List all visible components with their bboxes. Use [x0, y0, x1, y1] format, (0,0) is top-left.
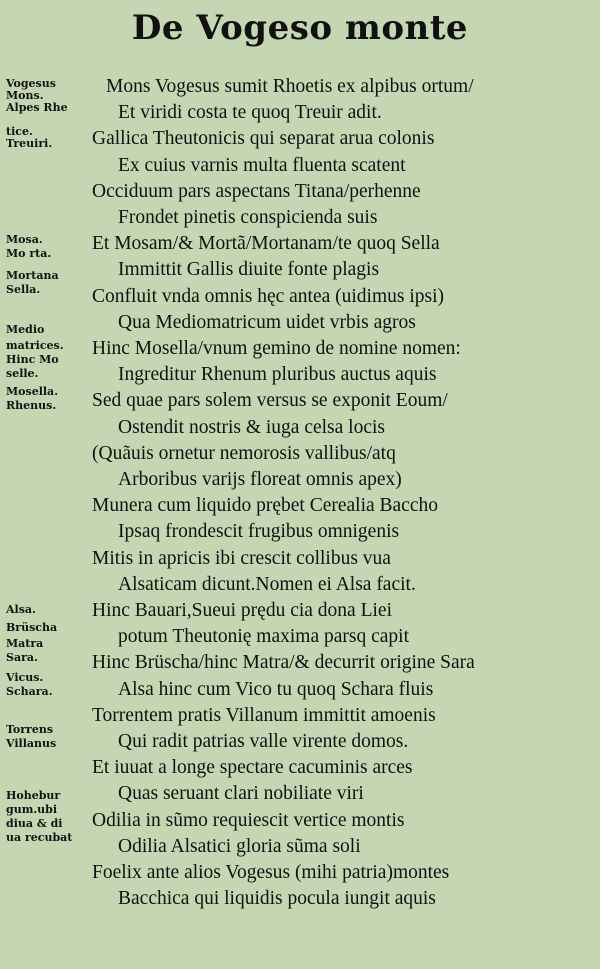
poem-line: Alsaticam dicunt.Nomen ei Alsa facit.: [118, 573, 416, 595]
poem-line: Hinc Brüscha/hinc Matra/& decurrit origine Sara: [92, 652, 475, 674]
margin-note: Mo rta.: [6, 247, 52, 260]
poem-line: Et iuuat a longe spectare cacuminis arces: [92, 757, 413, 779]
poem-line: (Quãuis ornetur nemorosis vallibus/atq: [92, 442, 396, 464]
margin-note: Hohebur: [6, 789, 61, 802]
poem-line: Sed quae pars solem versus se exponit Eoum/: [92, 390, 448, 412]
poem-line: Foelix ante alios Vogesus (mihi patria)montes: [92, 862, 450, 884]
margin-note: Alpes Rhe: [6, 101, 68, 114]
margin-note: Mortana: [6, 269, 59, 282]
poem-line: Bacchica qui liquidis pocula iungit aquis: [118, 888, 436, 910]
margin-note: Treuiri.: [6, 137, 53, 150]
margin-note: Mosa.: [6, 233, 43, 246]
poem-line: Hinc Bauari,Sueui prędu cia dona Liei: [92, 600, 392, 622]
poem-line: Qui radit patrias valle virente domos.: [118, 731, 409, 753]
poem-line: Et viridi costa te quoq Treuir adit.: [118, 102, 382, 124]
poem-line: Ipsaq frondescit frugibus omnigenis: [118, 521, 400, 543]
margin-note: Mons.: [6, 89, 44, 102]
margin-note: gum.ubi: [6, 803, 58, 816]
poem-line: Ostendit nostris & iuga celsa locis: [118, 416, 386, 438]
margin-note: Sara.: [6, 651, 38, 664]
poem-line: Confluit vnda omnis hęc antea (uidimus ipsi): [92, 285, 445, 307]
poem-line: Odilia Alsatici gloria sũma soli: [118, 835, 361, 857]
poem-line: Ingreditur Rhenum pluribus auctus aquis: [118, 364, 437, 386]
poem-line: Frondet pinetis conspicienda suis: [118, 207, 378, 229]
poem-line: Qua Mediomatricum uidet vrbis agros: [118, 311, 416, 333]
margin-note: Matra: [6, 637, 44, 650]
margin-note: matrices.: [6, 339, 64, 352]
margin-note: Vicus.: [6, 671, 44, 684]
poem-line: Occiduum pars aspectans Titana/perhenne: [92, 180, 421, 202]
poem-line: potum Theutonię maxima parsq capit: [118, 626, 409, 648]
margin-note: Alsa.: [6, 603, 36, 616]
page-title: De Vogeso monte: [131, 8, 469, 48]
poem-line: Mons Vogesus sumit Rhoetis ex alpibus ortum/: [106, 76, 474, 97]
margin-note: ua recubat: [6, 831, 73, 844]
margin-note: tice.: [6, 125, 33, 138]
poem-line: Gallica Theutonicis qui separat arua colonis: [92, 128, 435, 150]
poem-line: Ex cuius varnis multa fluenta scatent: [118, 154, 406, 176]
margin-note: Villanus: [6, 737, 57, 750]
margin-note: Rhenus.: [6, 399, 57, 412]
poem-line: Immittit Gallis diuite fonte plagis: [118, 259, 380, 281]
margin-note: Sella.: [6, 283, 41, 296]
margin-note: Schara.: [6, 685, 53, 698]
poem-line: Et Mosam/& Mortã/Mortanam/te quoq Sella: [92, 233, 440, 255]
margin-note: Vogesus: [6, 77, 56, 90]
poem-line: Quas seruant clari nobiliate viri: [118, 783, 364, 805]
margin-note: Torrens: [6, 723, 54, 736]
margin-note: diua & di: [6, 817, 63, 830]
margin-note: Mosella.: [6, 385, 59, 398]
poem-line: Odilia in sũmo requiescit vertice montis: [92, 809, 405, 831]
poem-line: Hinc Mosella/vnum gemino de nomine nomen:: [92, 338, 461, 360]
poem-body: [92, 74, 597, 913]
margin-note: Brüscha: [6, 621, 58, 634]
poem-line: Arboribus varijs floreat omnis apex): [118, 469, 402, 491]
poem-line: Mitis in apricis ibi crescit collibus vua: [92, 547, 391, 569]
poem-line: Torrentem pratis Villanum immittit amoenis: [92, 704, 436, 726]
margin-note: selle.: [6, 367, 39, 380]
poem-line: Alsa hinc cum Vico tu quoq Schara fluis: [118, 678, 434, 700]
margin-note: Medio: [6, 323, 45, 336]
margin-note: Hinc Mo: [6, 353, 59, 366]
poem-line: Munera cum liquido prębet Cerealia Baccho: [92, 495, 438, 517]
